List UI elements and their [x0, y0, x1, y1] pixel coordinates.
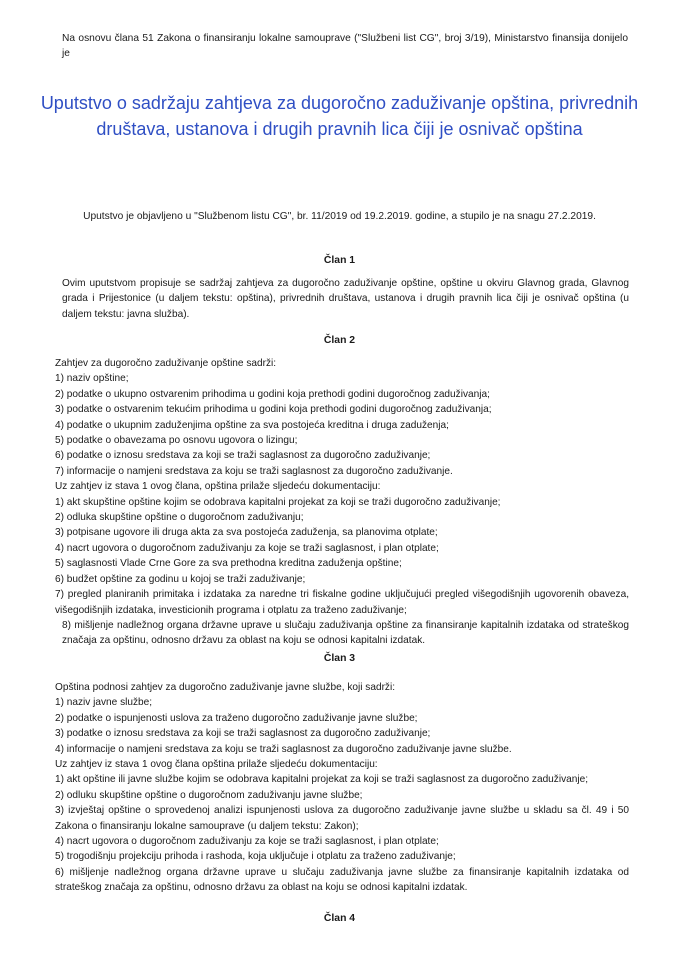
- publication-note: Uputstvo je objavljeno u "Službenom listu CG", br. 11/2019 od 19.2.2019. godine, a stupilo je na snagu 27.2.2019.: [83, 211, 596, 222]
- article-3-docs-lead: Uz zahtjev iz stava 1 ovog člana opština prilaže sljedeću dokumentaciju:: [55, 759, 378, 771]
- article-2-lead: Zahtjev za dugoročno zaduživanje opštine sadrži:: [55, 358, 277, 369]
- list-item: 7) pregled planiranih primitaka i izdataka za naredne tri fiskalne godine uključujući pregled višegodišnjih ugovorenih obaveza, višegodišnjih izdataka, investicionih programa i otplatu za traženo zaduživanje;: [55, 589, 629, 616]
- article-2-heading: Član 2: [323, 335, 356, 346]
- list-item: 7) informacije o namjeni sredstava za koju se traži saglasnost za dugoročno zaduživanje.: [55, 465, 453, 477]
- list-item: 4) informacije o namjeni sredstava za koju se traži saglasnost za dugoročno zaduživanje javne službe.: [55, 743, 512, 755]
- article-1-heading: Član 1: [323, 255, 356, 266]
- list-item: 5) podatke o obavezama po osnovu ugovora o lizingu;: [55, 435, 298, 447]
- article-2-docs-lead: Uz zahtjev iz stava 1 ovog člana, opština prilaže sljedeću dokumentaciju:: [55, 481, 381, 493]
- list-item: 8) mišljenje nadležnog organa državne uprave u slučaju zaduživanja opštine za finansiranje kapitalnih izdataka od strateškog značaja za opštinu, odnosno državu za oblast na koju se odnosi kapitalni izdatak.: [62, 619, 629, 647]
- list-item: 6) mišljenje nadležnog organa državne uprave u slučaju zaduživanja javne službe za finansiranje kapitalnih izdataka od strateškog značaja za opštinu, odnosno državu za oblast na koju se odnosi kapitalni izdatak.: [55, 866, 629, 894]
- list-item: 4) podatke o ukupnim zaduženjima opštine za sva postojeća kreditna i druga zaduženja;: [55, 419, 449, 431]
- list-item: 3) izvještaj opštine o sprovedenoj analizi ispunjenosti uslova za dugoročno zaduživanje javne službe u skladu sa čl. 49 i 50 Zakona o finansiranju lokalne samouprave (u daljem tekstu: Zakon);: [55, 805, 629, 832]
- article-3-body: [55, 680, 629, 896]
- list-item: 4) nacrt ugovora o dugoročnom zaduživanju za koje se traži saglasnost, i plan otplate;: [55, 542, 439, 554]
- list-item: 2) podatke o ukupno ostvarenim prihodima u godini koja prethodi godini dugoročnog zaduživanja;: [55, 388, 490, 400]
- list-item: 2) odluku skupštine opštine o dugoročnom zaduživanju javne službe;: [55, 789, 363, 801]
- list-item: 6) podatke o iznosu sredstava za koji se traži saglasnost za dugoročno zaduživanje;: [55, 450, 431, 462]
- list-item: 3) podatke o iznosu sredstava za koji se traži saglasnost za dugoročno zaduživanje;: [55, 728, 431, 740]
- list-item: 2) odluka skupštine opštine o dugoročnom zaduživanju;: [55, 512, 304, 524]
- list-item: 5) trogodišnju projekciju prihoda i rashoda, koja uključuje i otplatu za traženo zaduživanje;: [55, 851, 456, 863]
- list-item: 1) akt opštine ili javne službe kojim se odobrava kapitalni projekat za koji se traži saglasnost za dugoročno zaduživanje;: [55, 774, 589, 786]
- list-item: 1) naziv javne službe;: [55, 697, 153, 709]
- article-3-heading: Član 3: [323, 653, 356, 664]
- list-item: 5) saglasnosti Vlade Crne Gore za sva prethodna kreditna zaduženja opštine;: [55, 558, 402, 570]
- list-item: 1) naziv opštine;: [55, 373, 129, 385]
- list-item: 1) akt skupštine opštine kojim se odobrava kapitalni projekat za koji se traži dugoročno zaduživanje;: [55, 496, 501, 508]
- list-item: 3) potpisane ugovore ili druga akta za sva postojeća zaduženja, sa planovima otplate;: [55, 527, 438, 539]
- list-item: 3) podatke o ostvarenim tekućim prihodima u godini koja prethodi godini dugoročnog zaduživanja;: [55, 404, 492, 416]
- document-title: Uputstvo o sadržaju zahtjeva za dugoročno zaduživanje opština, privrednih društava, ustanova i drugih pravnih lica čiji je osnivač opština: [40, 93, 639, 139]
- intro-text: Na osnovu člana 51 Zakona o finansiranju lokalne samouprave ("Službeni list CG", broj 3/19), Ministarstvo finansija donijelo je: [62, 33, 628, 59]
- list-item: 4) nacrt ugovora o dugoročnom zaduživanju za koje se traži saglasnost, i plan otplate;: [55, 836, 439, 848]
- article-3-lead: Opština podnosi zahtjev za dugoročno zaduživanje javne službe, koji sadrži:: [55, 682, 396, 693]
- list-item: 6) budžet opštine za godinu u kojoj se traži zaduživanje;: [55, 573, 306, 585]
- article-1-text: [55, 276, 629, 322]
- list-item: 2) podatke o ispunjenosti uslova za traženo dugoročno zaduživanje javne službe;: [55, 712, 418, 724]
- article-4-heading: Član 4: [323, 913, 356, 924]
- article-1-paragraph: Ovim uputstvom propisuje se sadržaj zahtjeva za dugoročno zaduživanje opštine, opštine u okviru Glavnog grada, Glavnog grada i Prijestonice (u daljem tekstu: opština), privrednih društava, ustanova i drugih pravnih lica čiji je osnivač opština (u daljem tekstu: javna služba).: [62, 278, 629, 320]
- article-2-body: [55, 356, 629, 649]
